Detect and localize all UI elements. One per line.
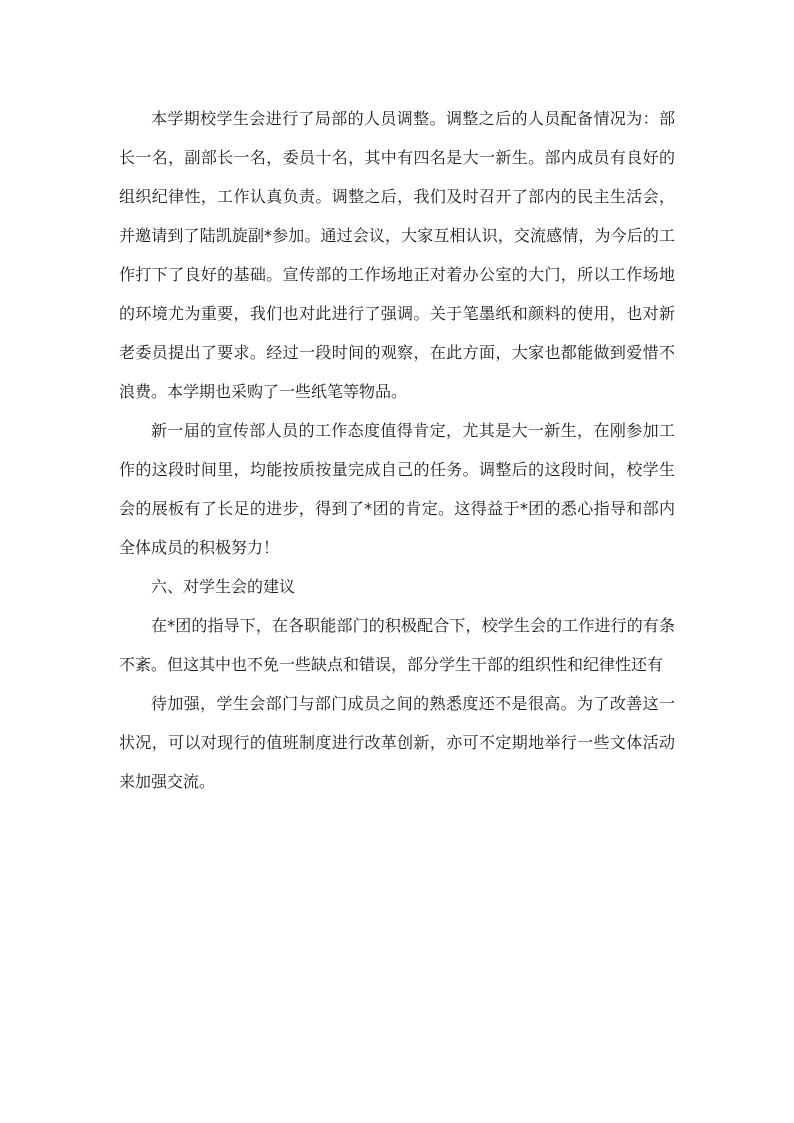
document-body bbox=[119, 99, 675, 801]
paragraph-suggestions-part1: 在*团的指导下，在各职能部门的积极配合下，校学生会的工作进行的有条不紊。但这其中也不免一些缺点和错误，部分学生干部的组织性和纪律性还有 bbox=[119, 616, 675, 674]
paragraph-suggestions-part2: 待加强，学生会部门与部门成员之间的熟悉度还不是很高。为了改善这一状况，可以对现行的值班制度进行改革创新，亦可不定期地举行一些文体活动来加强交流。 bbox=[119, 694, 675, 791]
paragraph-personnel-adjustment: 本学期校学生会进行了局部的人员调整。调整之后的人员配备情况为：部长一名，副部长一名，委员十名，其中有四名是大一新生。部内成员有良好的组织纪律性，工作认真负责。调整之后，我们及时召开了部内的民主生活会，并邀请到了陆凯旋副*参加。通过会议，大家互相认识，交流感情，为今后的工作打下了良好的基础。宣传部的工作场地正对着办公室的大门，所以工作场地的环境尤为重要，我们也对此进行了强调。关于笔墨纸和颜料的使用，也对新老委员提出了要求。经过一段时间的观察，在此方面，大家也都能做到爱惜不浪费。本学期也采购了一些纸笔等物品。 bbox=[119, 109, 675, 401]
paragraph-work-attitude: 新一届的宣传部人员的工作态度值得肯定，尤其是大一新生，在刚参加工作的这段时间里，均能按质按量完成自己的任务。调整后的这段时间，校学生会的展板有了长足的进步，得到了*团的肯定。这得益于*团的悉心指导和部内全体成员的积极努力！ bbox=[119, 421, 675, 557]
section-heading-suggestions: 六、对学生会的建议 bbox=[151, 577, 296, 596]
